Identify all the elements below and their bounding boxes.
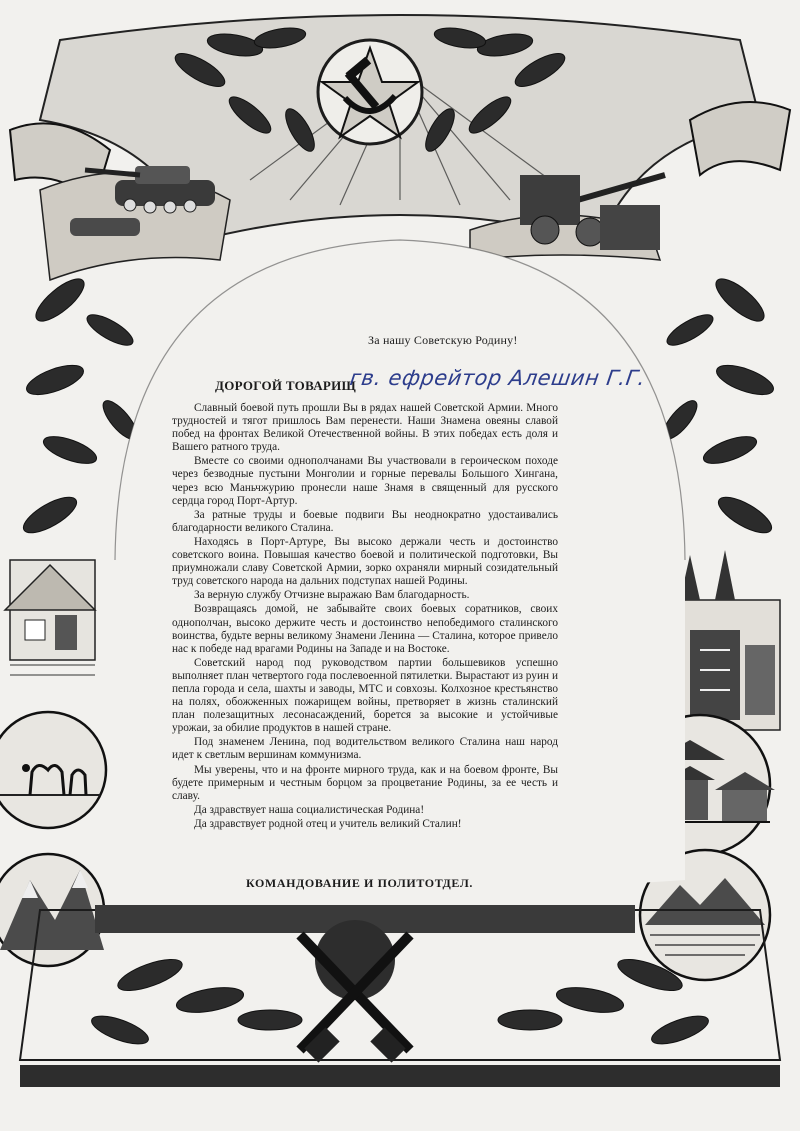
signoff-text: КОМАНДОВАНИЕ И ПОЛИТОТДЕЛ. bbox=[246, 876, 473, 890]
letter-body bbox=[172, 402, 558, 832]
paragraph: Да здравствует наша социалистическая Родина! bbox=[194, 803, 425, 816]
paragraph: Мы уверены, что и на фронте мирного труда, как и на боевом фронте, Вы будете примерным и честным борцом за процветание Родины, за ее честь и славу. bbox=[172, 763, 558, 802]
paragraph: За ратные труды и боевые подвиги Вы неоднократно удостаивались благодарности великого Сталина. bbox=[172, 508, 558, 534]
paragraph: Советский народ под руководством партии большевиков успешно выполняет план четвертого года послевоенной пятилетки. Вырастают из руин и пепла города и села, шахты и заводы, МТС и совхозы. Колхозное крестьянство на полях, обожженных пожарищем войны, претворяет в жизнь сталинский план полезащитных лесонасаждений, борется за высокие и устойчивые урожаи, за обилие продуктов в нашей стране. bbox=[172, 656, 558, 735]
paragraph: Находясь в Порт-Артуре, Вы высоко держали честь и достоинство советского воина. Повышая качество боевой и политической подготовки, Вы приумножали славу Советской Армии, зорко охраняли мирный созидательный труд советского народа на дальних подступах нашей Родины. bbox=[172, 535, 558, 588]
ribbon-right bbox=[690, 102, 790, 175]
greeting-heading: ДОРОГОЙ ТОВАРИЩ bbox=[215, 378, 357, 393]
handwritten-recipient-name: гв. ефрейтор Алешин Г.Г. bbox=[348, 366, 648, 390]
hammer-sickle-star-emblem bbox=[318, 40, 422, 144]
crossed-rifles-emblem bbox=[300, 920, 410, 1063]
motto-text: За нашу Советскую Родину! bbox=[368, 333, 518, 347]
paragraph: Славный боевой путь прошли Вы в рядах нашей Советской Армии. Много трудностей и тягот пришлось Вам перенести. Наши Знамена овеяны славой побед на фронтах Великой Отечественной войны. В этих победах есть доля и Вашего ратного труда. bbox=[172, 402, 558, 454]
camel-caravan-medallion bbox=[0, 712, 106, 828]
paragraph: Под знаменем Ленина, под водительством великого Сталина наш народ идет к светлым вершинам коммунизма. bbox=[172, 736, 558, 762]
paragraph: Да здравствует родной отец и учитель великий Сталин! bbox=[194, 817, 462, 830]
paragraph: Вместе со своими однополчанами Вы участвовали в героическом походе через безводные пустыни Монголии и горные перевалы Большого Хингана, через всю Маньчжурию пронесли наше Знамя в священный для русского сердца город Порт-Артур. bbox=[172, 455, 558, 507]
tank-illustration bbox=[40, 166, 230, 280]
village-house-illustration bbox=[5, 560, 95, 675]
paragraph: Возвращаясь домой, не забывайте своих боевых соратников, своих однополчан, высоко держите честь и достоинство непобедимого сталинского воинства, будьте верны великому Знамени Ленина — Сталина, которое привело нас к победе над врагами Родины на Западе и на Востоке. bbox=[172, 603, 558, 655]
paragraph: За верную службу Отчизне выражаю Вам благодарность. bbox=[194, 589, 470, 602]
